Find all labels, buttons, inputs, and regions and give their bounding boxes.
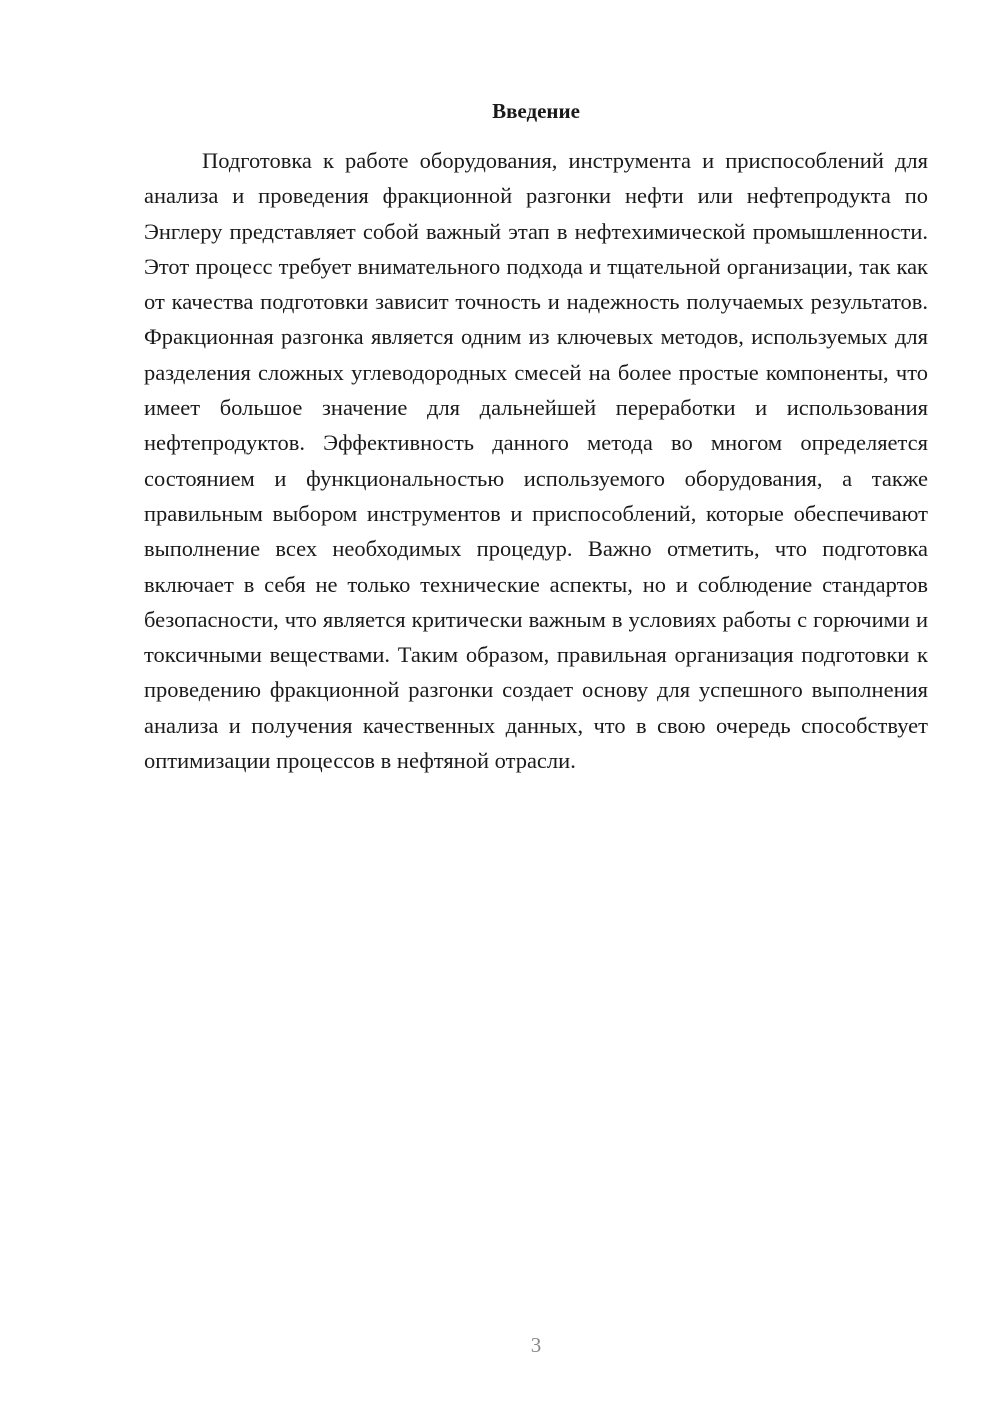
section-heading: Введение (492, 99, 580, 123)
body-paragraph: Подготовка к работе оборудования, инструмента и приспособлений для анализа и проведения фракционной разгонки нефти или нефтепродукта по Энглеру представляет собой важный этап в нефтехимической промышленности. Этот процесс требует внимательного подхода и тщательной организации, так как от качества подготовки зависит точность и надежность получаемых результатов. Фракционная разгонка является одним из ключевых методов, используемых для разделения сложных углеводородных смесей на более простые компоненты, что имеет большое значение для дальнейшей переработки и использования нефтепродуктов. Эффективность данного метода во многом определяется состоянием и функциональностью используемого оборудования, а также правильным выбором инструментов и приспособлений, которые обеспечивают выполнение всех необходимых процедур. Важно отметить, что подготовка включает в себя не только технические аспекты, но и соблюдение стандартов безопасности, что является критически важным в условиях работы с горючими и токсичными веществами. Таким образом, правильная организация подготовки к проведению фракционной разгонки создает основу для успешного выполнения анализа и получения качественных данных, что в свою очередь способствует оптимизации процессов в нефтяной отрасли. (144, 148, 928, 774)
page-number: 3 (530, 1333, 542, 1357)
